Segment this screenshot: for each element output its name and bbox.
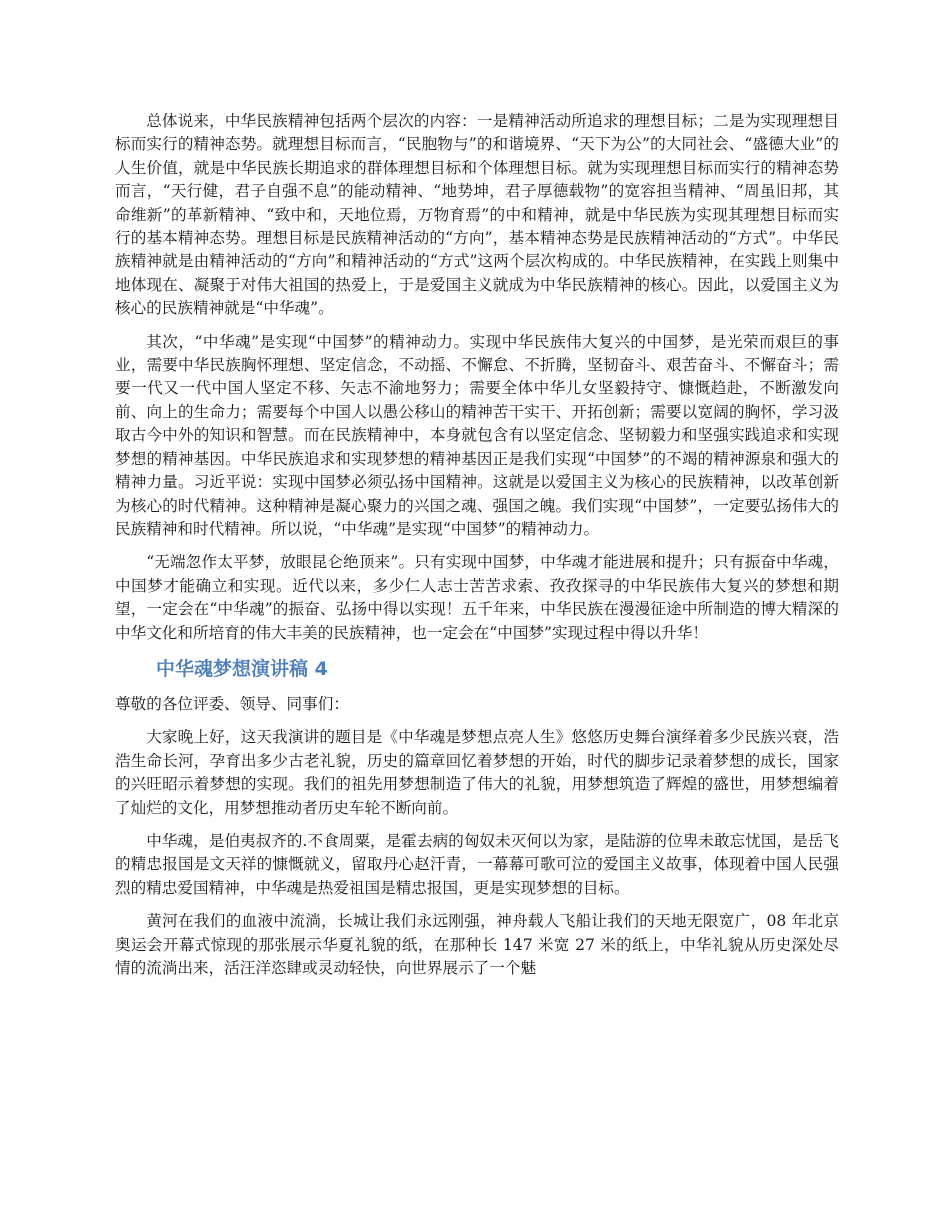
paragraph-olympics: 黄河在我们的血液中流淌，长城让我们永远刚强，神舟载人飞船让我们的天地无限宽广，08 年北京奥运会开幕式惊现的那张展示华夏礼貌的纸，在那种长 147 米宽 27 米的纸上，中华礼貌从历史深处尽情的流淌出来，活汪洋恣肆或灵动轻快，向世界展示了一个魅 [115, 912, 839, 977]
salutation: 尊敬的各位评委、领导、同事们： [115, 694, 349, 713]
document-body [115, 110, 839, 990]
paragraph-patriotic-stories: 中华魂，是伯夷叔齐的.不食周粟，是霍去病的匈奴未灭何以为家，是陆游的位卑未敢忘忧国，是岳飞的精忠报国是文天祥的慷慨就义，留取丹心赵汗青，一幕幕可歌可泣的爱国主义故事，体现着中国人民强烈的精忠爱国精神，中华魂是热爱祖国是精忠报国，更是实现梦想的目标。 [115, 831, 839, 897]
paragraph-spiritual-drive: 其次，“中华魂”是实现“中国梦”的精神动力。实现中华民族伟大复兴的中国梦，是光荣而艰巨的事业，需要中华民族胸怀理想、坚定信念，不动摇、不懈怠、不折腾，坚韧奋斗、艰苦奋斗、不懈奋斗；需要一代又一代中国人坚定不移、矢志不渝地努力；需要全体中华儿女坚毅持守、慷慨趋赴，不断激发向前、向上的生命力；需要每个中国人以愚公移山的精神苦干实干、开拓创新；需要以宽阔的胸怀，学习汲取古今中外的知识和智慧。而在民族精神中，本身就包含有以坚定信念、坚韧毅力和坚强实践追求和实现梦想的精神基因。中华民族追求和实现梦想的精神基因正是我们实现“中国梦”的不竭的精神源泉和强大的精神力量。习近平说：实现中国梦必须弘扬中国精神。这就是以爱国主义为核心的民族精神，以改革创新为核心的时代精神。这种精神是凝心聚力的兴国之魂、强国之魄。我们实现“中国梦”，一定要弘扬伟大的民族精神和时代精神。所以说，“中华魂”是实现“中国梦”的精神动力。 [115, 332, 839, 538]
section-heading: 中华魂梦想演讲稿 4 [156, 657, 328, 680]
paragraph-spirit-levels: 总体说来，中华民族精神包括两个层次的内容：一是精神活动所追求的理想目标；二是为实现理想目标而实行的精神态势。就理想目标而言，“民胞物与”的和谐境界、“天下为公”的大同社会、“盛德大业”的人生价值，就是中华民族长期追求的群体理想目标和个体理想目标。就为实现理想目标而实行的精神态势而言，“天行健，君子自强不息”的能动精神、“地势坤，君子厚德载物”的宽容担当精神、“周虽旧邦，其命维新”的革新精神、“致中和，天地位焉，万物育焉”的中和精神，就是中华民族为实现其理想目标而实行的基本精神态势。理想目标是民族精神活动的“方向”，基本精神态势是民族精神活动的“方式”。中华民族精神就是由精神活动的“方向”和精神活动的“方式”这两个层次构成的。中华民族精神，在实践上则集中地体现在、凝聚于对伟大祖国的热爱上，于是爱国主义就成为中华民族精神的核心。因此，以爱国主义为核心的民族精神就是“中华魂”。 [115, 112, 839, 318]
paragraph-speech-intro: 大家晚上好，这天我演讲的题目是《中华魂是梦想点亮人生》悠悠历史舞台演绎着多少民族兴衰，浩浩生命长河，孕育出多少古老礼貌，历史的篇章回忆着梦想的开始，时代的脚步记录着梦想的成长，国家的兴旺昭示着梦想的实现。我们的祖先用梦想制造了伟大的礼貌，用梦想筑造了辉煌的盛世，用梦想编着了灿烂的文化，用梦想推动者历史车轮不断向前。 [115, 728, 839, 817]
paragraph-dream-realization: “无端忽作太平梦，放眼昆仑绝顶来”。只有实现中国梦，中华魂才能进展和提升；只有振奋中华魂，中国梦才能确立和实现。近代以来，多少仁人志士苦苦求索、孜孜探寻的中华民族伟大复兴的梦想和期望，一定会在“中华魂”的振奋、弘扬中得以实现！五千年来，中华民族在漫漫征途中所制造的博大精深的中华文化和所培育的伟大丰美的民族精神，也一定会在“中国梦”实现过程中得以升华！ [115, 553, 839, 642]
